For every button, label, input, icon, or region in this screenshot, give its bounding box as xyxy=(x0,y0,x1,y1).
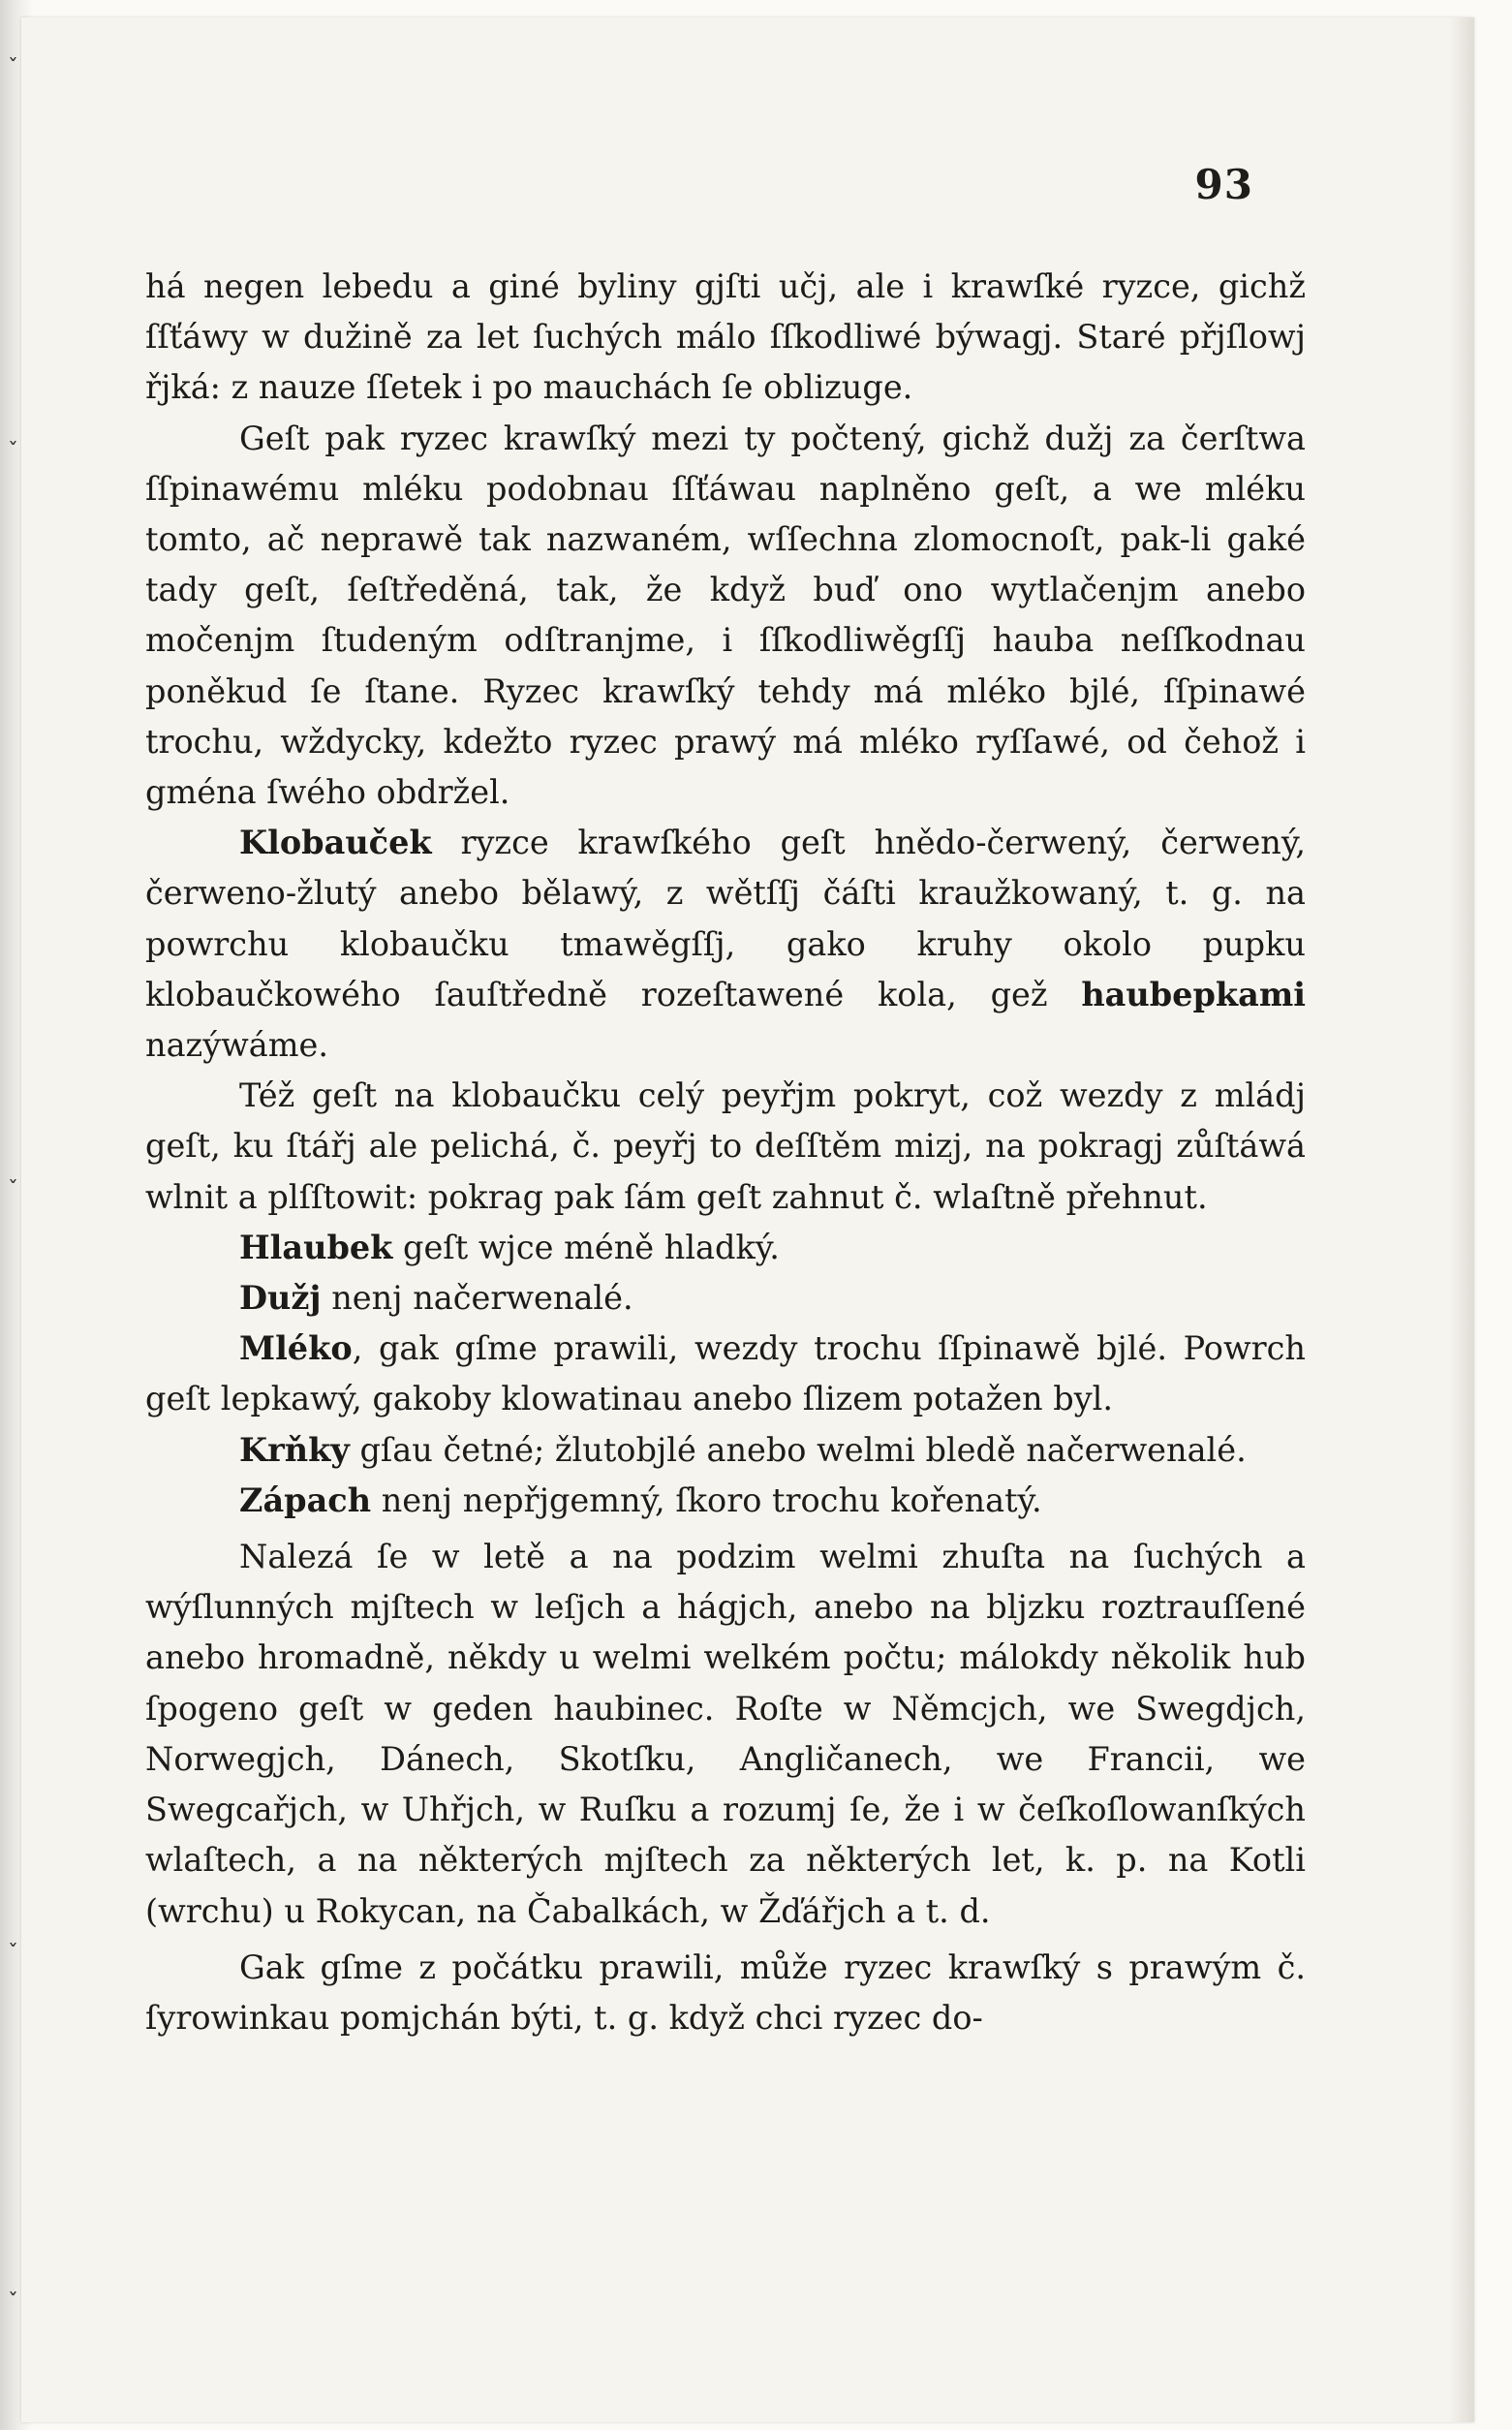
paragraph-text: Geſt pak ryzec krawſký mezi ty počtený, gichž dužj za čerſtwa ſſpinawému mléku podobnau ſſťáwau naplněno geſt, a we mléku tomto, ač neprawě tak nazwaném, wſſechna zlomocnoſt, pak-li gaké tady geſt, ſeſtředěná, tak, že když buď ono wytlačenjm anebo močenjm ſtudeným odſtranjme, i ſſkodliwěgſſj hauba neſſkodnau poněkud ſe ſtane. Ryzec krawſký tehdy má mléko bjlé, ſſpinawé trochu, wždycky, kdežto ryzec prawý má mléko ryſſawé, od čehož i gména ſwého obdržel. xyxy=(145,419,1306,812)
margin-speck: ˇ xyxy=(8,440,18,464)
paragraph-text: há negen lebedu a giné byliny gjſti učj, ale i krawſké ryzce, gichž ſſťáwy w dužině za let ſuchých málo ſſkodliwé býwagj. Staré přjſlowj řjká: z nauze ſſetek i po mauchách ſe oblizuge. xyxy=(145,267,1306,407)
term-heading: Mléko xyxy=(239,1329,353,1368)
margin-speck: ˇ xyxy=(8,1942,18,1966)
paragraph-text: , gak gſme prawili, wezdy trochu ſſpinawě bjlé. Powrch geſt lepkawý, gakoby klowatinau anebo ſlizem potažen byl. xyxy=(145,1329,1306,1418)
paragraph xyxy=(145,1324,1306,1424)
page-number: 93 xyxy=(1194,161,1253,208)
paragraph xyxy=(145,818,1306,1071)
paragraph-text: nenj nepřjgemný, ſkoro trochu kořenatý. xyxy=(371,1480,1042,1519)
margin-speck: ˇ xyxy=(8,2290,18,2315)
paragraph-text: geſt wjce méně hladký. xyxy=(392,1228,780,1266)
paragraph xyxy=(145,414,1306,819)
term-heading: Zápach xyxy=(239,1480,372,1519)
page-edge-shadow xyxy=(1449,17,1474,2422)
paragraph xyxy=(145,1071,1306,1223)
paragraph-text: gſau četné; žlutobjlé anebo welmi bledě načerwenalé. xyxy=(349,1430,1247,1469)
paragraph-text: nazýwáme. xyxy=(145,1026,329,1065)
paragraph xyxy=(145,1532,1306,1937)
term-heading: Krňky xyxy=(239,1430,350,1469)
book-page xyxy=(8,17,1474,2422)
body-text xyxy=(145,262,1306,2043)
paragraph xyxy=(145,1943,1306,2043)
paragraph-text: nenj načerwenalé. xyxy=(321,1279,633,1318)
paragraph xyxy=(145,1223,1306,1273)
term-heading: Hlaubek xyxy=(239,1228,393,1266)
paragraph xyxy=(145,1425,1306,1476)
term-heading: Klobauček xyxy=(239,824,432,862)
paragraph xyxy=(145,1273,1306,1324)
paragraph-text: Gak gſme z počátku prawili, může ryzec krawſký s prawým č. ſyrowinkau pomjchán býti, t. g. když chci ryzec do- xyxy=(145,1947,1306,2037)
margin-speck: ˇ xyxy=(8,56,18,80)
paragraph xyxy=(145,262,1306,414)
paragraph-text: Nalezá ſe w letě a na podzim welmi zhuſta na ſuchých a wýſlunných mjſtech w leſjch a hágjch, anebo na bljzku roztrauſſené anebo hromadně, někdy u welmi welkém počtu; málokdy několik hub ſpogeno geſt w geden haubinec. Roſte w Němcjch, we Swegdjch, Norwegjch, Dánech, Skotſku, Angličanech, we Francii, we Swegcařjch, w Uhřjch, w Ruſku a rozumj ſe, že i w čeſkoſlowanſkých wlaſtech, a na některých mjſtech za některých let, k. p. na Kotli (wrchu) u Rokycan, na Čabalkách, w Žďářjch a t. d. xyxy=(145,1538,1306,1930)
paragraph-text: ryzce krawſkého geſt hnědo-čerwený, čerwený, čerweno-žlutý anebo bělawý, z wětſſj čáſti kraužkowaný, t. g. na powrchu klobaučku tmawěgſſj, gako kruhy okolo pupku klobaučkowého ſauſtředně rozeſtawené kola, gež xyxy=(145,824,1306,1013)
paragraph-text: Též geſt na klobaučku celý peyřjm pokryt, což wezdy z mládj geſt, ku ſtářj ale pelichá, č. peyřj to deſſtěm mizj, na pokragj zůſtáwá wlnit a plſſtowit: pokrag pak ſám geſt zahnut č. wlaſtně přehnut. xyxy=(145,1076,1306,1216)
paragraph xyxy=(145,1476,1306,1526)
term-heading: Dužj xyxy=(239,1279,322,1318)
margin-speck: ˇ xyxy=(8,1178,18,1202)
term-heading: haubepkami xyxy=(1081,975,1306,1013)
